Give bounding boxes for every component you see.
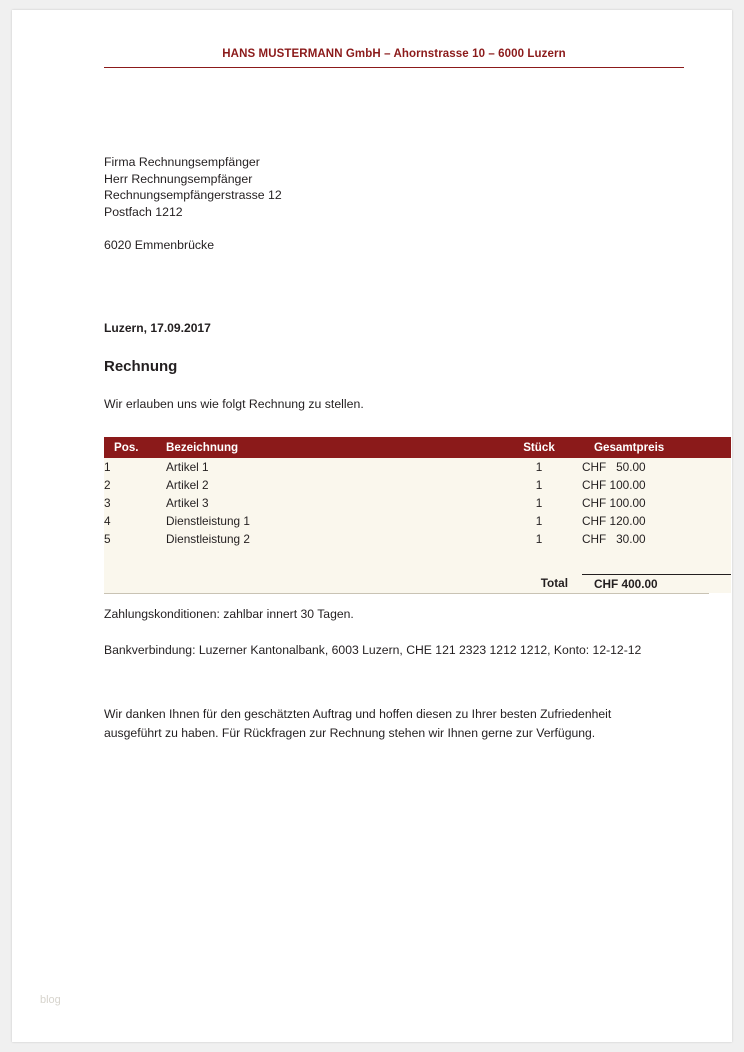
- footer-watermark: blog: [40, 994, 61, 1006]
- payment-terms: Zahlungskonditionen: zahlbar innert 30 Tagen.: [104, 606, 354, 621]
- document-page: [12, 10, 732, 1042]
- column-header-stueck: Stück: [496, 437, 582, 458]
- table-header: [104, 437, 731, 458]
- cell-bezeichnung: Dienstleistung 2: [166, 530, 496, 548]
- letterhead-title: HANS MUSTERMANN GmbH – Ahornstrasse 10 – 6000 Luzern: [222, 48, 566, 60]
- cell-bezeichnung: Artikel 1: [166, 458, 496, 476]
- table-spacer-row: [104, 548, 731, 575]
- cell-pos: 1: [104, 458, 166, 476]
- cell-gesamtpreis: CHF 100.00: [582, 494, 731, 512]
- cell-bezeichnung: Artikel 2: [166, 476, 496, 494]
- table-row: [104, 530, 731, 548]
- cell-gesamtpreis: CHF 50.00: [582, 458, 731, 476]
- document-content: [104, 48, 684, 743]
- total-value: CHF 400.00: [582, 574, 731, 593]
- spacer-cell: [104, 548, 166, 575]
- cell-bezeichnung: Artikel 3: [166, 494, 496, 512]
- intro-text: Wir erlauben uns wie folgt Rechnung zu stellen.: [104, 396, 364, 411]
- address-line-2: Herr Rechnungsempfänger: [104, 171, 253, 186]
- spacer-cell: [496, 548, 582, 575]
- cell-bezeichnung: Dienstleistung 1: [166, 512, 496, 530]
- column-header-bezeichnung: Bezeichnung: [166, 437, 496, 458]
- spacer-cell: [166, 548, 496, 575]
- table-row: [104, 512, 731, 530]
- cell-stueck: 1: [496, 530, 582, 548]
- table-total-row: [104, 574, 731, 593]
- closing-paragraph: [104, 705, 674, 743]
- cell-gesamtpreis: CHF 30.00: [582, 530, 731, 548]
- cell-pos: 5: [104, 530, 166, 548]
- total-empty-cell: [104, 574, 166, 593]
- bank-details: Bankverbindung: Luzerner Kantonalbank, 6003 Luzern, CHE 121 2323 1212 1212, Konto: 12-12-12: [104, 642, 642, 657]
- column-header-gesamtpreis: Gesamtpreis: [582, 437, 731, 458]
- cell-pos: 4: [104, 512, 166, 530]
- page-title: Rechnung: [104, 357, 178, 375]
- address-city: 6020 Emmenbrücke: [104, 238, 215, 253]
- cell-stueck: 1: [496, 458, 582, 476]
- cell-pos: 2: [104, 476, 166, 494]
- table-row: [104, 458, 731, 476]
- table-row: [104, 476, 731, 494]
- table-bottom-divider: [104, 593, 709, 594]
- address-line-1: Firma Rechnungsempfänger: [104, 155, 260, 169]
- column-header-pos: Pos.: [104, 437, 166, 458]
- letterhead-divider: [104, 67, 684, 68]
- address-line-4: Postfach 1212: [104, 204, 183, 219]
- cell-pos: 3: [104, 494, 166, 512]
- table-body: [104, 458, 731, 593]
- cell-stueck: 1: [496, 494, 582, 512]
- address-spacer: [104, 220, 684, 237]
- total-label: Total: [166, 574, 582, 593]
- cell-gesamtpreis: CHF 100.00: [582, 476, 731, 494]
- spacer-cell: [582, 548, 731, 575]
- table-row: [104, 494, 731, 512]
- cell-stueck: 1: [496, 512, 582, 530]
- recipient-address-block: [104, 154, 684, 254]
- invoice-items-table: [104, 437, 731, 593]
- closing-line-1: Wir danken Ihnen für den geschätzten Auftrag und hoffen diesen zu Ihrer besten Zufriedenheit: [104, 706, 612, 721]
- date-line: Luzern, 17.09.2017: [104, 320, 211, 335]
- closing-line-2: ausgeführt zu haben. Für Rückfragen zur Rechnung stehen wir Ihnen gerne zur Verfügung.: [104, 725, 596, 740]
- cell-stueck: 1: [496, 476, 582, 494]
- table-header-row: [104, 437, 731, 458]
- address-line-3: Rechnungsempfängerstrasse 12: [104, 188, 282, 203]
- cell-gesamtpreis: CHF 120.00: [582, 512, 731, 530]
